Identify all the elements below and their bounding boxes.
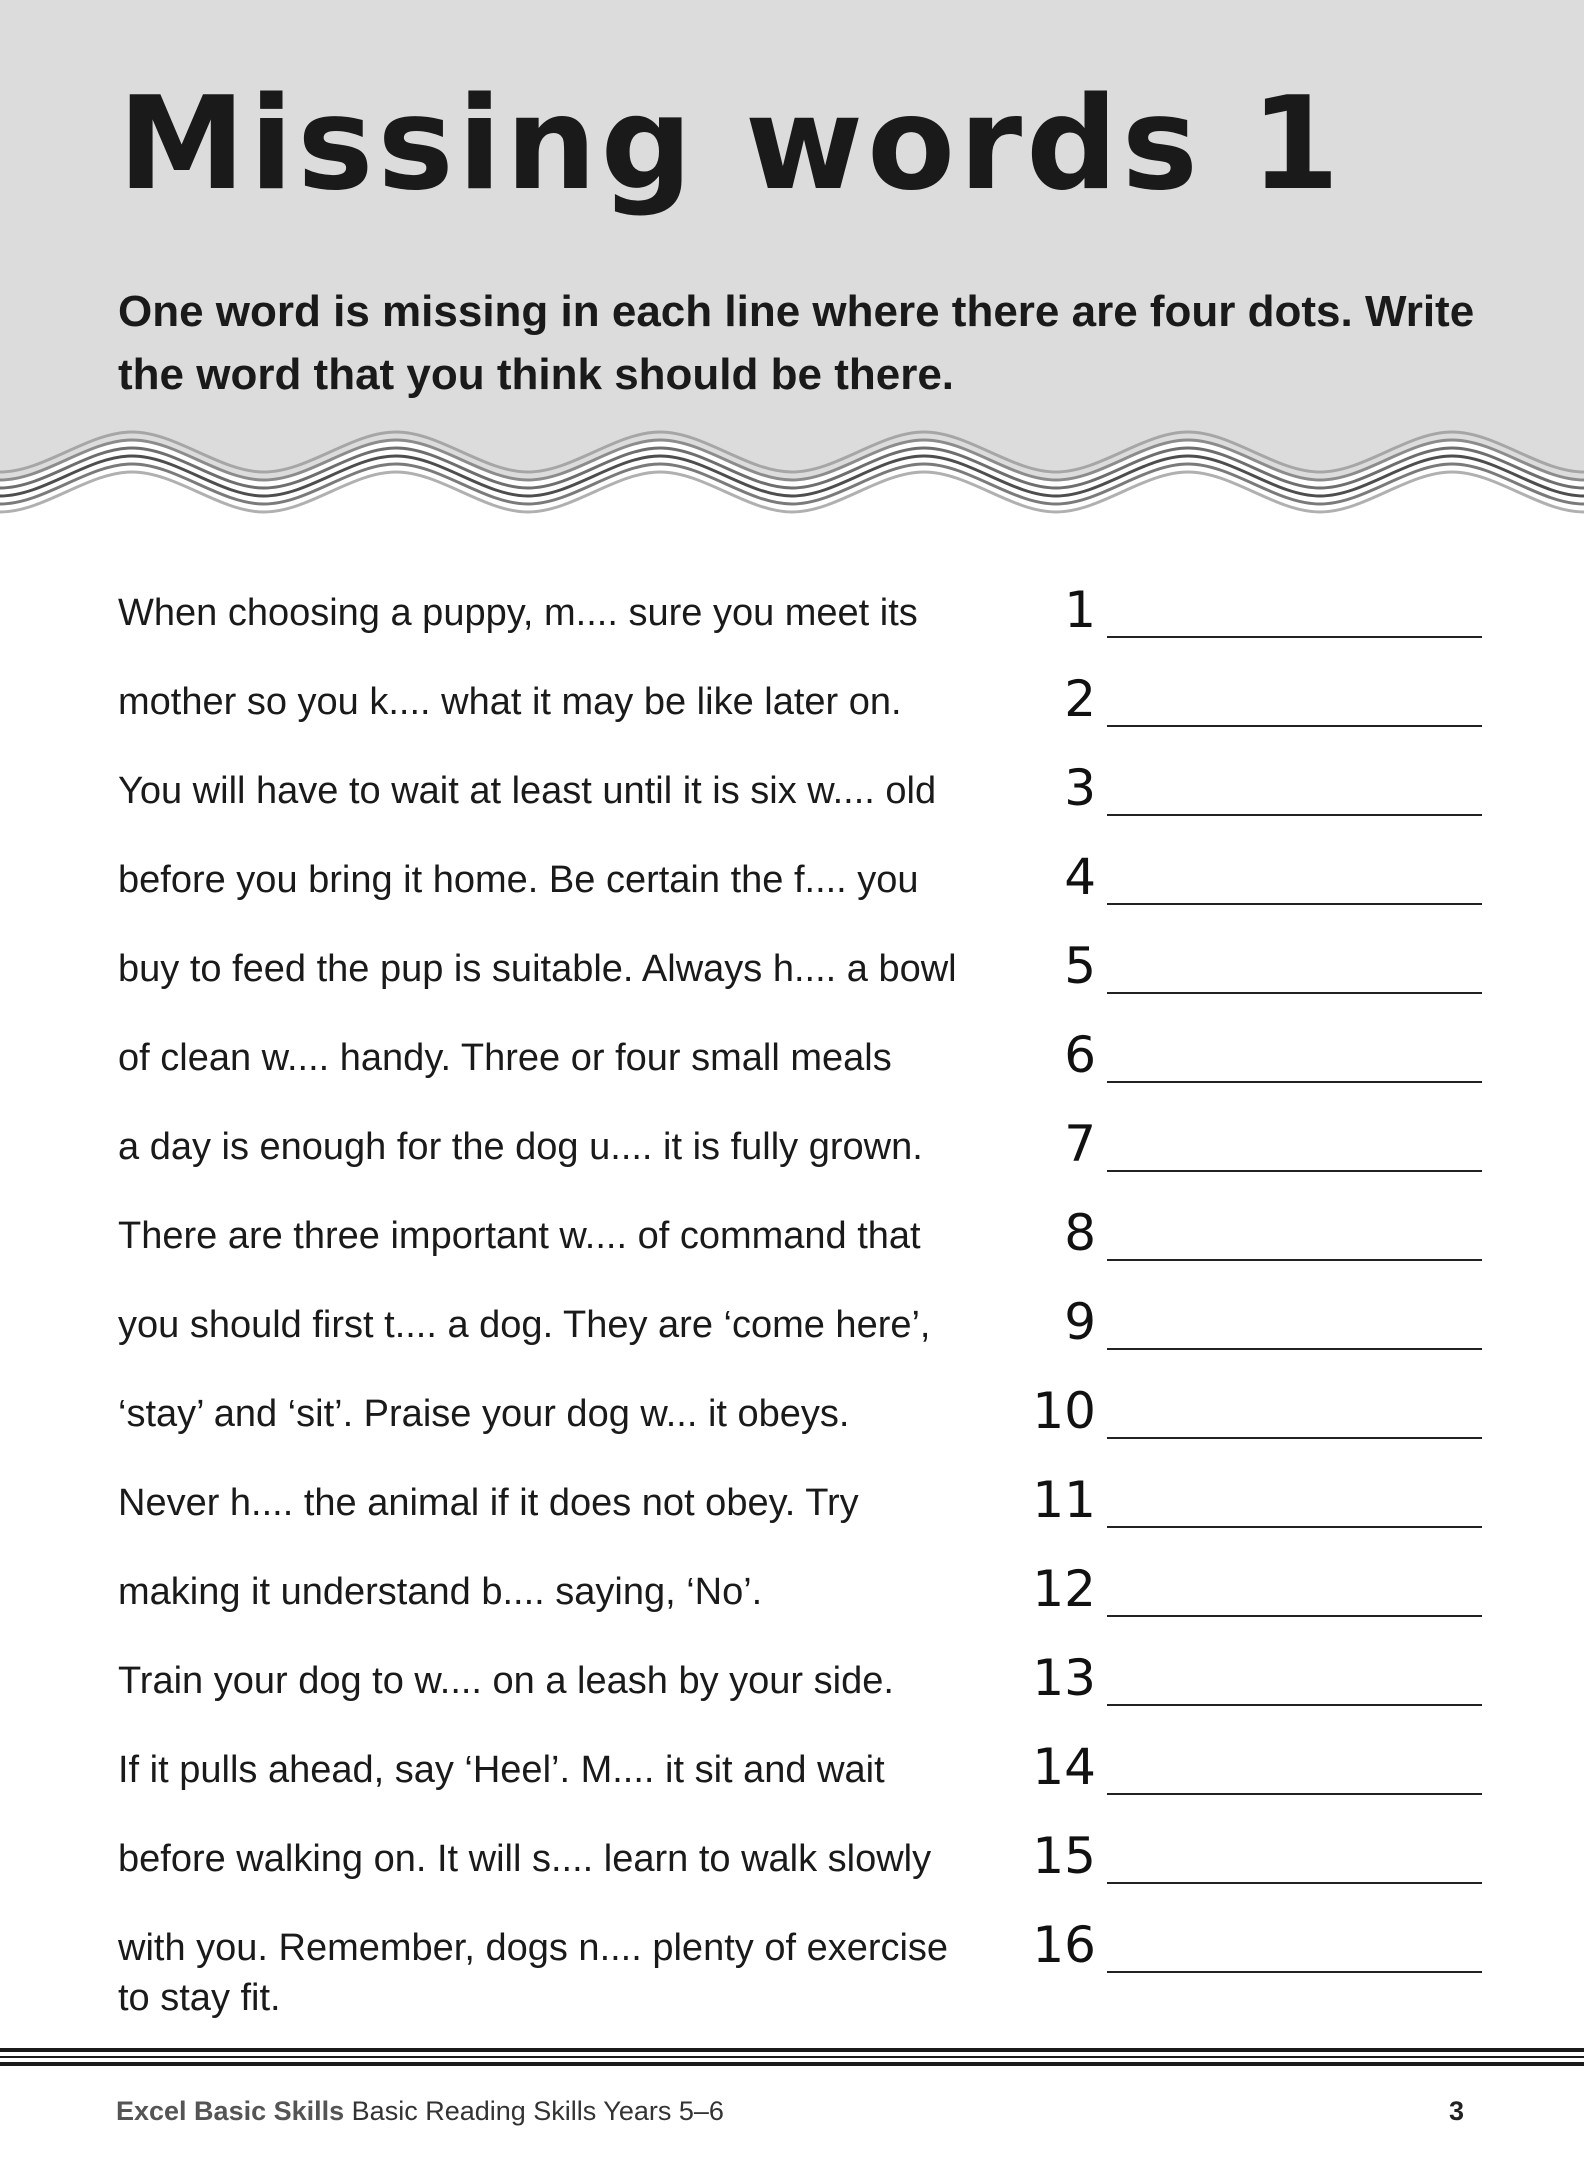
- answer-number: 12: [1032, 1560, 1096, 1618]
- line-text: with you. Remember, dogs n.... plenty of exercise: [118, 1927, 949, 1969]
- footer-rule: [0, 2048, 1584, 2052]
- line-text: making it understand b.... saying, ‘No’.: [118, 1571, 763, 1613]
- answer-number: 10: [1032, 1382, 1096, 1440]
- answer-number: 9: [1064, 1293, 1096, 1351]
- line-text: Train your dog to w.... on a leash by your side.: [118, 1660, 894, 1702]
- exercise-line: [0, 759, 1584, 826]
- exercise-line: [0, 670, 1584, 737]
- page-title: Missing words 1: [118, 70, 1344, 219]
- line-text: There are three important w.... of command that: [118, 1215, 921, 1257]
- answer-number: 1: [1064, 581, 1096, 639]
- wave-divider: [0, 420, 1584, 550]
- answer-number: 4: [1064, 848, 1096, 906]
- footer-credit: [116, 2096, 724, 2127]
- answer-number: 7: [1064, 1115, 1096, 1173]
- line-text: Never h.... the animal if it does not obey. Try: [118, 1482, 859, 1524]
- line-text: mother so you k.... what it may be like later on.: [118, 681, 902, 723]
- exercise-line: [0, 581, 1584, 648]
- line-text: before walking on. It will s.... learn to walk slowly: [118, 1838, 932, 1880]
- exercise-line: [0, 1026, 1584, 1093]
- answer-blank[interactable]: [1107, 1259, 1482, 1261]
- line-text: You will have to wait at least until it is six w.... old: [118, 770, 937, 812]
- exercise-line: [0, 1115, 1584, 1182]
- exercise-line: [0, 848, 1584, 915]
- footer-rule: [0, 2062, 1584, 2066]
- answer-number: 3: [1064, 759, 1096, 817]
- exercise-line: [0, 1204, 1584, 1271]
- line-text: of clean w.... handy. Three or four small meals: [118, 1037, 892, 1079]
- answer-blank[interactable]: [1107, 1882, 1482, 1884]
- footer-book: Basic Reading Skills Years 5–6: [351, 2096, 724, 2126]
- answer-number: 15: [1032, 1827, 1096, 1885]
- answer-blank[interactable]: [1107, 1793, 1482, 1795]
- answer-blank[interactable]: [1107, 636, 1482, 638]
- exercise-line: [0, 1471, 1584, 1538]
- exercise-line: [0, 1560, 1584, 1627]
- answer-blank[interactable]: [1107, 1615, 1482, 1617]
- instructions: One word is missing in each line where there are four dots. Write the word that you think should be there.: [118, 287, 1475, 399]
- answer-blank[interactable]: [1107, 725, 1482, 727]
- footer-rule: [0, 2056, 1584, 2058]
- answer-blank[interactable]: [1107, 992, 1482, 994]
- line-text: you should first t.... a dog. They are ‘come here’,: [118, 1304, 931, 1346]
- answer-blank[interactable]: [1107, 814, 1482, 816]
- line-text: before you bring it home. Be certain the f.... you: [118, 859, 919, 901]
- footer-brand: Excel Basic Skills: [116, 2096, 345, 2126]
- line-text: If it pulls ahead, say ‘Heel’. M.... it sit and wait: [118, 1749, 885, 1791]
- exercise-line: [0, 1827, 1584, 1894]
- exercise-line: [0, 937, 1584, 1004]
- answer-blank[interactable]: [1107, 1704, 1482, 1706]
- answer-blank[interactable]: [1107, 1081, 1482, 1083]
- exercise-line: [0, 1293, 1584, 1360]
- exercise-line: [0, 1916, 1584, 2019]
- answer-blank[interactable]: [1107, 1437, 1482, 1439]
- line-text-continuation: to stay fit.: [118, 1977, 281, 2019]
- exercise-line: [0, 1738, 1584, 1805]
- answer-number: 2: [1064, 670, 1096, 728]
- answer-number: 6: [1064, 1026, 1096, 1084]
- answer-blank[interactable]: [1107, 903, 1482, 905]
- answer-number: 13: [1032, 1649, 1096, 1707]
- exercise-line: [0, 1649, 1584, 1716]
- answer-number: 8: [1064, 1204, 1096, 1262]
- page-number: 3: [1448, 2096, 1464, 2126]
- exercise-line: [0, 1382, 1584, 1449]
- answer-number: 14: [1032, 1738, 1096, 1796]
- line-text: When choosing a puppy, m.... sure you meet its: [118, 592, 918, 634]
- line-text: a day is enough for the dog u.... it is fully grown.: [118, 1126, 923, 1168]
- answer-blank[interactable]: [1107, 1971, 1482, 1973]
- answer-blank[interactable]: [1107, 1348, 1482, 1350]
- answer-number: 11: [1032, 1471, 1096, 1529]
- line-text: ‘stay’ and ‘sit’. Praise your dog w... it obeys.: [118, 1393, 850, 1435]
- answer-number: 16: [1032, 1916, 1096, 1974]
- answer-blank[interactable]: [1107, 1526, 1482, 1528]
- answer-number: 5: [1064, 937, 1096, 995]
- answer-blank[interactable]: [1107, 1170, 1482, 1172]
- line-text: buy to feed the pup is suitable. Always h.... a bowl: [118, 948, 957, 990]
